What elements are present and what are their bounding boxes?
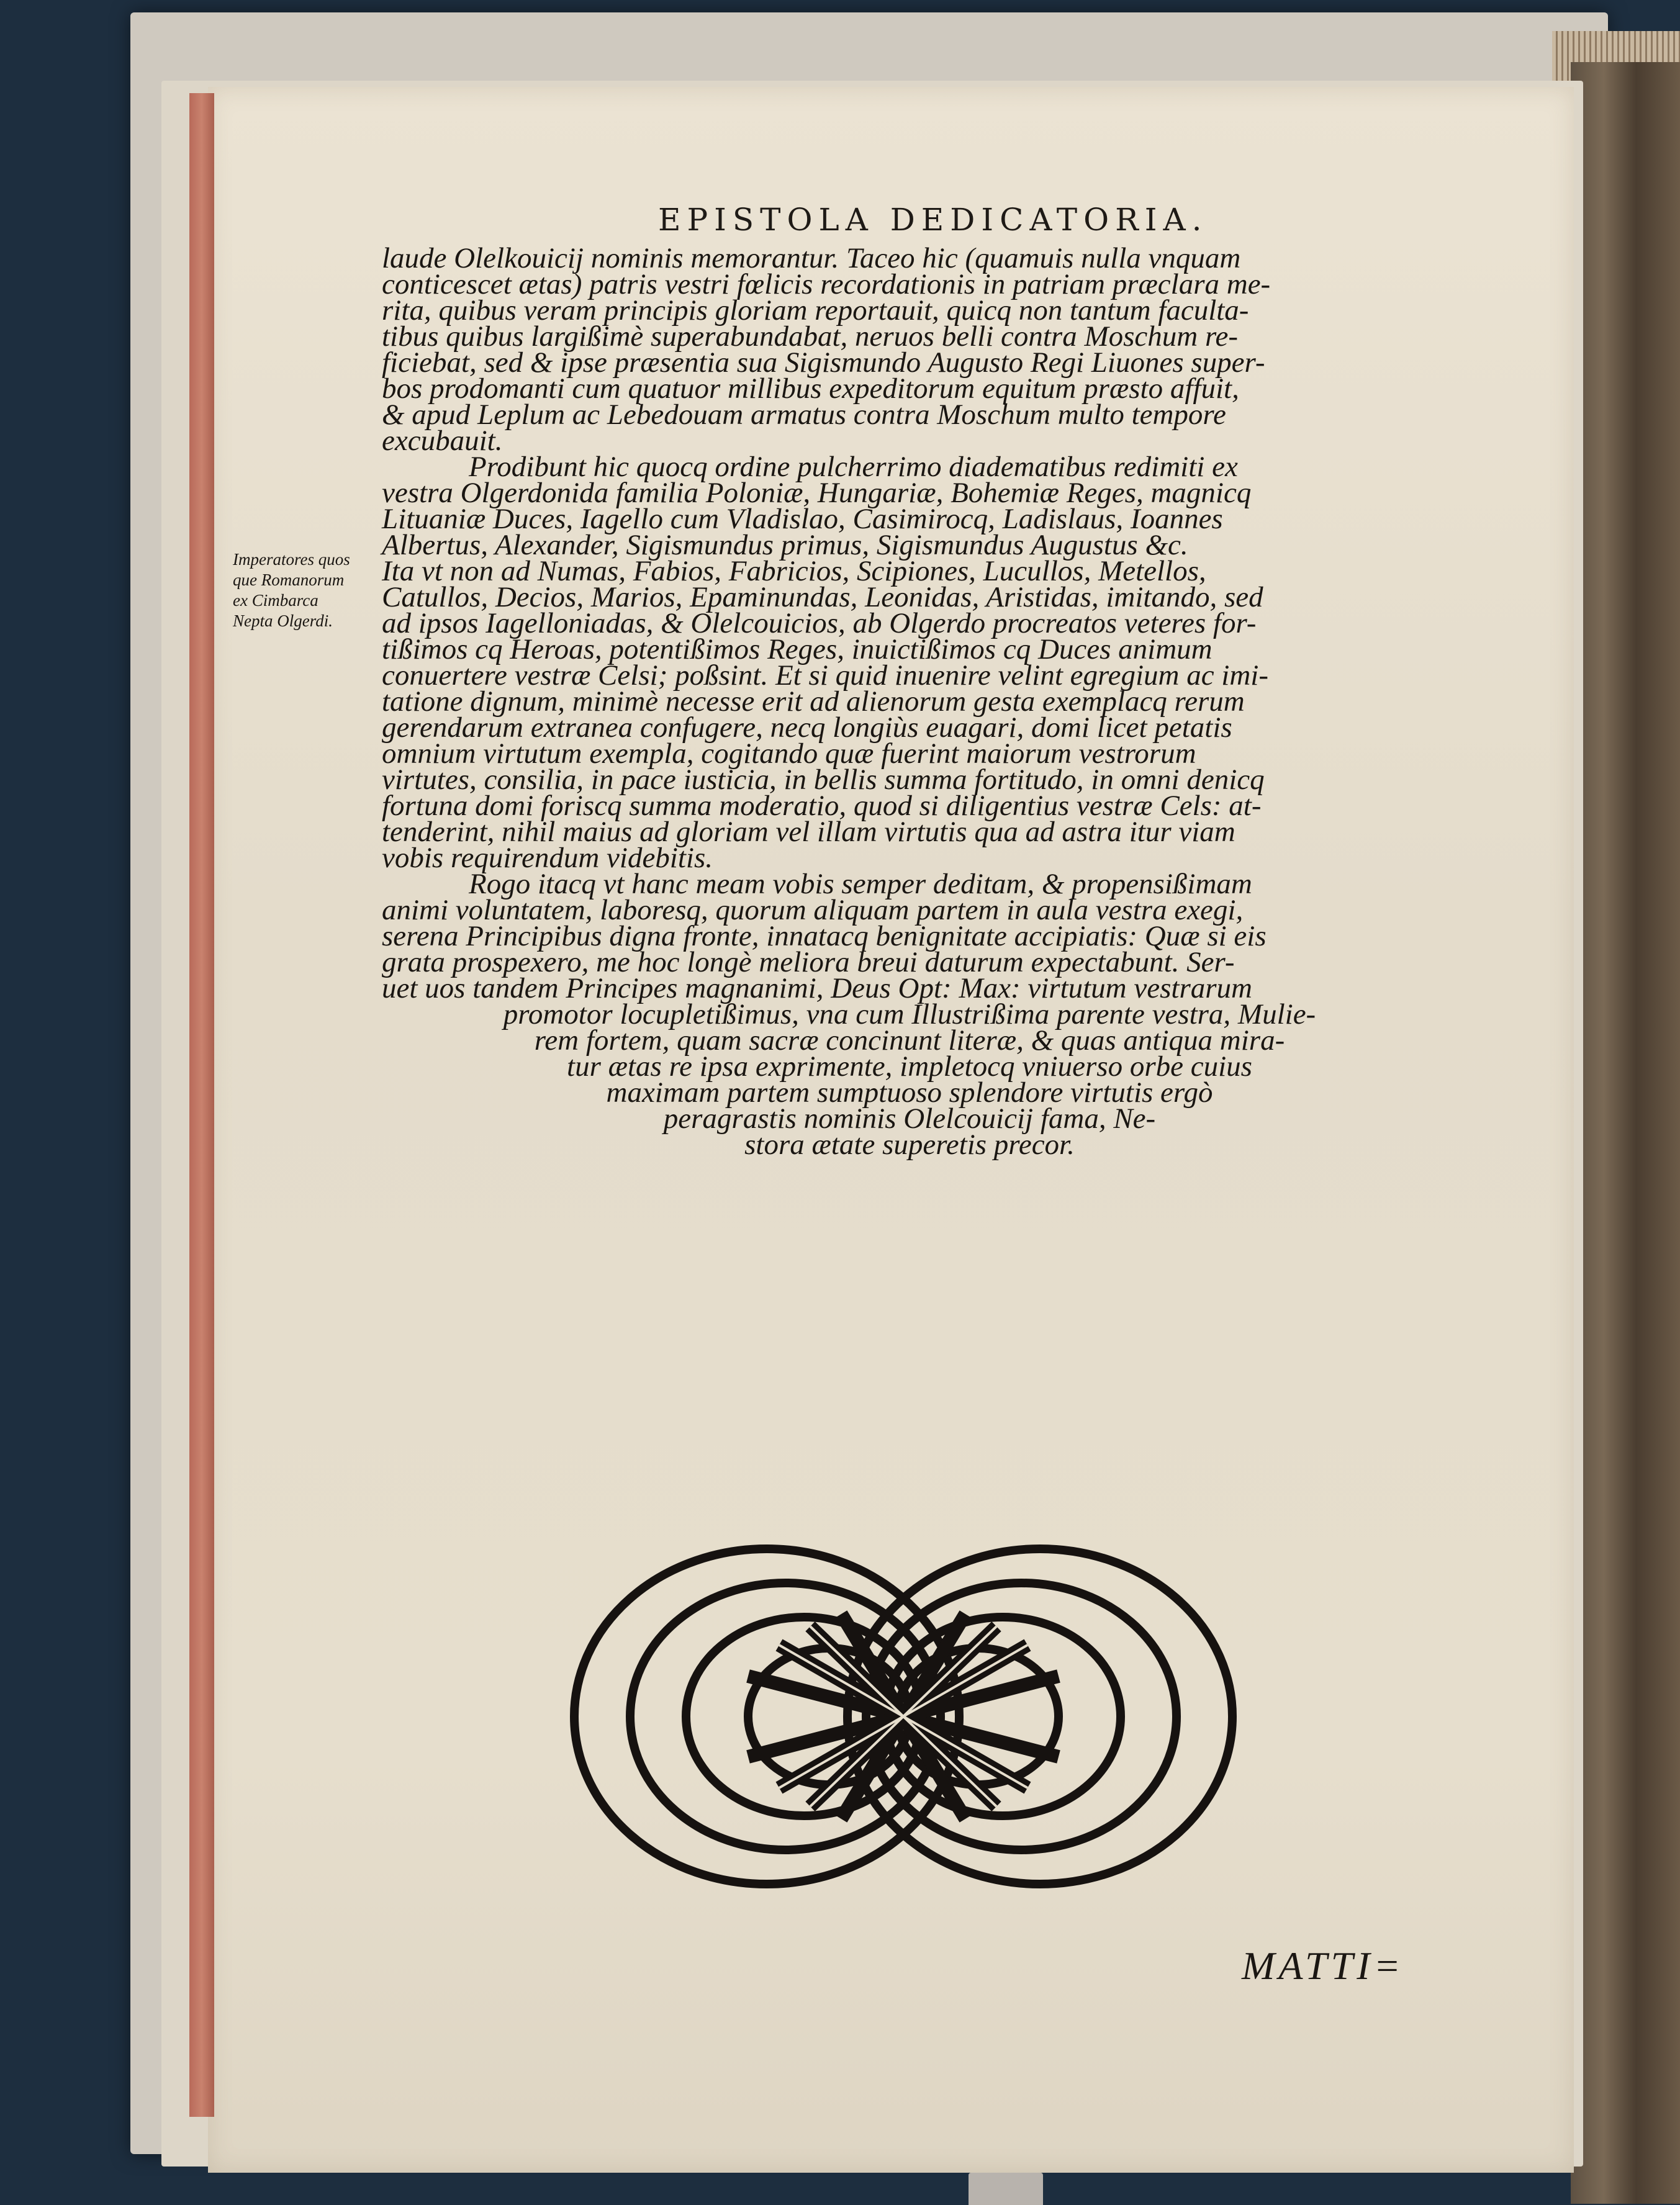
text-line: Albertus, Alexander, Sigismundus primus, Sigismundus Augustus &c. — [382, 529, 1188, 561]
text-line: & apud Leplum ac Lebedouam armatus contra Moschum multo tempore — [382, 399, 1226, 431]
text-line: ficiebat, sed & ipse præsentia sua Sigismundo Augusto Regi Liuones super- — [382, 346, 1265, 379]
red-page-edge — [189, 93, 214, 2117]
library-tab — [969, 2173, 1043, 2205]
text-line: Rogo itacq vt hanc meam vobis semper deditam, & propensißimam — [469, 868, 1252, 900]
text-line: tatione dignum, minimè necesse erit ad alienorum gesta exemplacq rerum — [382, 685, 1245, 718]
text-line: vestra Olgerdonida familia Poloniæ, Hungariæ, Bohemiæ Reges, magnicq — [382, 477, 1252, 509]
text-line-tapered: promotor locupletißimus, vna cum Illustrißima parente vestra, Mulie- — [503, 998, 1316, 1030]
text-line: grata prospexero, me hoc longè meliora breui daturum expectabunt. Ser- — [382, 946, 1235, 978]
text-line-tapered: maximam partem sumptuoso splendore virtutis ergò — [606, 1076, 1213, 1109]
text-line: vobis requirendum videbitis. — [382, 842, 713, 874]
text-line-tapered: tur ætas re ipsa exprimente, impletocq vniuerso orbe cuius — [567, 1050, 1252, 1083]
margin-note — [233, 549, 376, 631]
text-line-tapered: rem fortem, quam sacræ concinunt literæ, & quas antiqua mira- — [534, 1024, 1285, 1057]
margin-note-line: ex Cimbarca — [233, 591, 318, 610]
text-line: tenderint, nihil maius ad gloriam vel illam virtutis qua ad astra itur viam — [382, 816, 1235, 848]
body-text — [382, 242, 1437, 1161]
text-line: omnium virtutum exempla, cogitando quæ fuerint maiorum vestrorum — [382, 737, 1196, 770]
text-line: excubauit. — [382, 425, 503, 457]
page-heading: EPISTOLA DEDICATORIA. — [658, 202, 1208, 238]
paragraph-2 — [382, 451, 1437, 874]
text-line: rita, quibus veram principis gloriam reportauit, quicq non tantum faculta- — [382, 294, 1249, 327]
knotwork-ornament — [562, 1521, 1245, 1912]
text-line: Prodibunt hic quocq ordine pulcherrimo diadematibus redimiti ex — [469, 451, 1238, 483]
text-line: conuertere vestræ Celsi; poßsint. Et si quid inuenire velint egregium ac imi- — [382, 659, 1269, 692]
paragraph-1 — [382, 242, 1437, 457]
text-line: laude Olelkouicij nominis memorantur. Taceo hic (quamuis nulla vnquam — [382, 242, 1241, 274]
text-line: conticescet ætas) patris vestri fœlicis recordationis in patriam præclara me- — [382, 268, 1271, 300]
text-line: ad ipsos Iagelloniadas, & Olelcouicios, ab Olgerdo procreatos veteres for- — [382, 607, 1257, 639]
text-line: Lituaniæ Duces, Iagello cum Vladislao, Casimirocq, Ladislaus, Ioannes — [382, 503, 1223, 535]
text-line-tapered: peragrastis nominis Olelcouicij fama, Ne- — [663, 1102, 1156, 1135]
margin-note-line: que Romanorum — [233, 570, 345, 589]
text-line: tißimos cq Heroas, potentißimos Reges, inuictißimos cq Duces animum — [382, 633, 1213, 665]
text-line: serena Principibus digna fronte, innatacq benignitate accipiatis: Quæ si eis — [382, 920, 1267, 952]
text-line: Ita vt non ad Numas, Fabios, Fabricios, Scipiones, Lucullos, Metellos, — [382, 555, 1206, 587]
book-spine — [1571, 62, 1680, 2204]
text-line: animi voluntatem, laboresq, quorum aliquam partem in aula vestra exegi, — [382, 894, 1244, 926]
text-line: tibus quibus largißimè superabundabat, neruos belli contra Moschum re- — [382, 320, 1239, 353]
text-line: Catullos, Decios, Marios, Epaminundas, Leonidas, Aristidas, imitando, sed — [382, 581, 1263, 613]
text-line-tapered: stora ætate superetis precor. — [744, 1129, 1075, 1161]
text-line: uet uos tandem Principes magnanimi, Deus Opt: Max: virtutum vestrarum — [382, 972, 1252, 1004]
text-line: gerendarum extranea confugere, necq longiùs euagari, domi licet petatis — [382, 711, 1232, 744]
text-line: virtutes, consilia, in pace iusticia, in bellis summa fortitudo, in omni denicq — [382, 764, 1265, 796]
text-line: fortuna domi foriscq summa moderatio, quod si diligentius vestræ Cels: at- — [382, 790, 1262, 822]
catchword: MATTI= — [1242, 1944, 1404, 1988]
paragraph-3 — [382, 868, 1437, 1161]
text-line: bos prodomanti cum quatuor millibus expeditorum equitum præsto affuit, — [382, 372, 1239, 405]
margin-note-line: Imperatores quos — [233, 550, 350, 569]
margin-note-line: Nepta Olgerdi. — [233, 611, 333, 630]
